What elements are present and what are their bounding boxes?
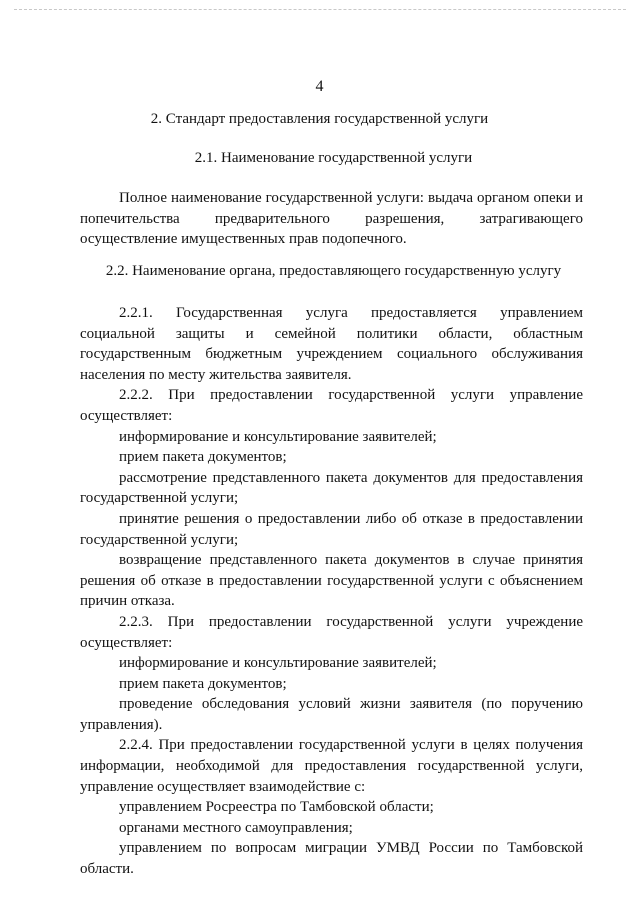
subsection-2-2-body [80, 303, 583, 880]
paragraph-full-name: Полное наименование государственной услуги: выдача органом опеки и попечительства предварительного разрешения, затрагивающего осуществление имущественных прав подопечного. [80, 190, 583, 248]
section-heading: 2. Стандарт предоставления государственной услуги [150, 111, 489, 127]
list-item: органами местного самоуправления; [119, 819, 353, 836]
list-item: прием пакета документов; [119, 675, 287, 692]
paragraph-2-2-3: 2.2.3. При предоставлении государственной услуги учреждение осуществляет: [80, 613, 583, 651]
list-item: информирование и консультирование заявителей; [119, 428, 437, 445]
paragraph-2-2-1: 2.2.1. Государственная услуга предоставляется управлением социальной защиты и семейной политики области, областным государственным бюджетным учреждением социального обслуживания населения по месту жительства заявителя. [80, 305, 583, 383]
list-item: проведение обследования условий жизни заявителя (по поручению управления). [80, 696, 583, 733]
list-item: управлением по вопросам миграции УМВД России по Тамбовской области. [80, 840, 583, 878]
paragraph-2-2-2: 2.2.2. При предоставлении государственной услуги управление осуществляет: [80, 387, 583, 424]
subsection-heading-2-1: 2.1. Наименование государственной услуги [194, 150, 473, 166]
list-item: принятие решения о предоставлении либо об отказе в предоставлении государственной услуги; [80, 510, 583, 548]
list-item: информирование и консультирование заявителей; [119, 655, 437, 672]
list-item: рассмотрение представленного пакета документов для предоставления государственной услуги; [80, 469, 583, 507]
list-item: управлением Росреестра по Тамбовской области; [119, 799, 434, 816]
subsection-2-1-body [80, 188, 583, 250]
list-item: прием пакета документов; [119, 449, 287, 466]
page-number: 4 [315, 78, 324, 95]
paragraph-2-2-4: 2.2.4. При предоставлении государственной услуги в целях получения информации, необходимой для предоставления государственной услуги, управление осуществляет взаимодействие с: [80, 737, 583, 795]
list-item: возвращение представленного пакета документов в случае принятия решения об отказе в предоставлении государственной услуги с объяснением причин отказа. [80, 552, 583, 610]
subsection-heading-2-2: 2.2. Наименование органа, предоставляющего государственную услугу [105, 263, 562, 279]
scan-top-edge [14, 9, 626, 10]
